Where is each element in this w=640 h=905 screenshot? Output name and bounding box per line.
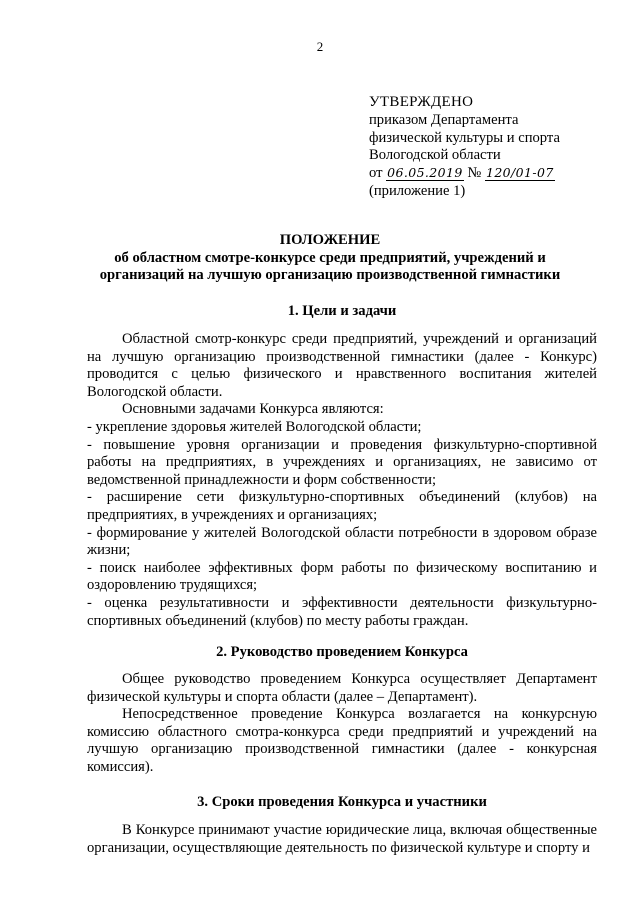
list-item: - поиск наиболее эффективных форм работы по физическому воспитанию и оздоровлению трудящихся; [87,559,597,594]
approval-line-2: физической культуры и спорта [369,129,560,146]
approval-block [369,94,619,201]
section-2-paragraph-1: Общее руководство проведением Конкурса осуществляет Департамент физической культуры и спорта области (далее – Департамент). [87,671,597,705]
section-2-body [87,671,597,777]
section-3-body [87,822,597,857]
list-item: - расширение сети физкультурно-спортивных объединений (клубов) на предприятиях, в учреждениях и организациях; [87,489,597,523]
approval-appendix: (приложение 1) [369,182,466,199]
approval-date-line [369,165,619,183]
page-number: 2 [316,39,324,54]
list-item: - укрепление здоровья жителей Вологодской области; [87,418,422,435]
approval-number: 120/01-07 [485,165,554,181]
approval-line-3: Вологодской области [369,147,501,164]
approval-title: УТВЕРЖДЕНО [369,94,474,110]
document-subtitle-line-2: организаций на лучшую организацию производственной гимнастики [99,267,561,284]
document-subtitle-line-1: об областном смотре-конкурсе среди предприятий, учреждений и [114,249,546,266]
section-1-paragraph-1: Областной смотр-конкурс среди предприятий, учреждений и организаций на лучшую организацию производственной гимнастики (далее - Конкурс) проводится с целью физического и нравственного воспитания жителей Вологодской области. [87,331,597,400]
date-prefix: от [369,165,383,182]
section-1-body [87,331,597,630]
section-2-heading: 2. Руководство проведением Конкурса [216,644,468,660]
section-3-paragraph-1: В Конкурсе принимают участие юридические лица, включая общественные организации, осуществляющие деятельность по физической культуре и спорту и [87,822,597,856]
section-3-heading: 3. Сроки проведения Конкурса и участники [197,794,487,810]
document-title-block [80,232,580,285]
document-title: ПОЛОЖЕНИЕ [279,232,381,248]
section-1-paragraph-2: Основными задачами Конкурса являются: [122,401,384,418]
section-1-heading: 1. Цели и задачи [287,303,397,319]
approval-date: 06.05.2019 [387,165,463,181]
list-item: - формирование у жителей Вологодской области потребности в здоровом образе жизни; [87,524,597,559]
approval-line-1: приказом Департамента [369,111,519,128]
number-sign: № [467,165,482,182]
list-item: - оценка результативности и эффективности деятельности физкультурно-спортивных объединений (клубов) по месту работы граждан. [87,594,597,629]
list-item: - повышение уровня организации и проведения физкультурно-спортивной работы на предприятиях, в учреждениях и организациях, не зависимо от ведомственной принадлежности и форм собственности; [87,436,597,488]
section-2-paragraph-2: Непосредственное проведение Конкурса возлагается на конкурсную комиссию областного смотра-конкурса среди предприятий и учреждений на лучшую организацию производственной гимнастики (далее - конкурсная комиссия). [87,706,597,775]
